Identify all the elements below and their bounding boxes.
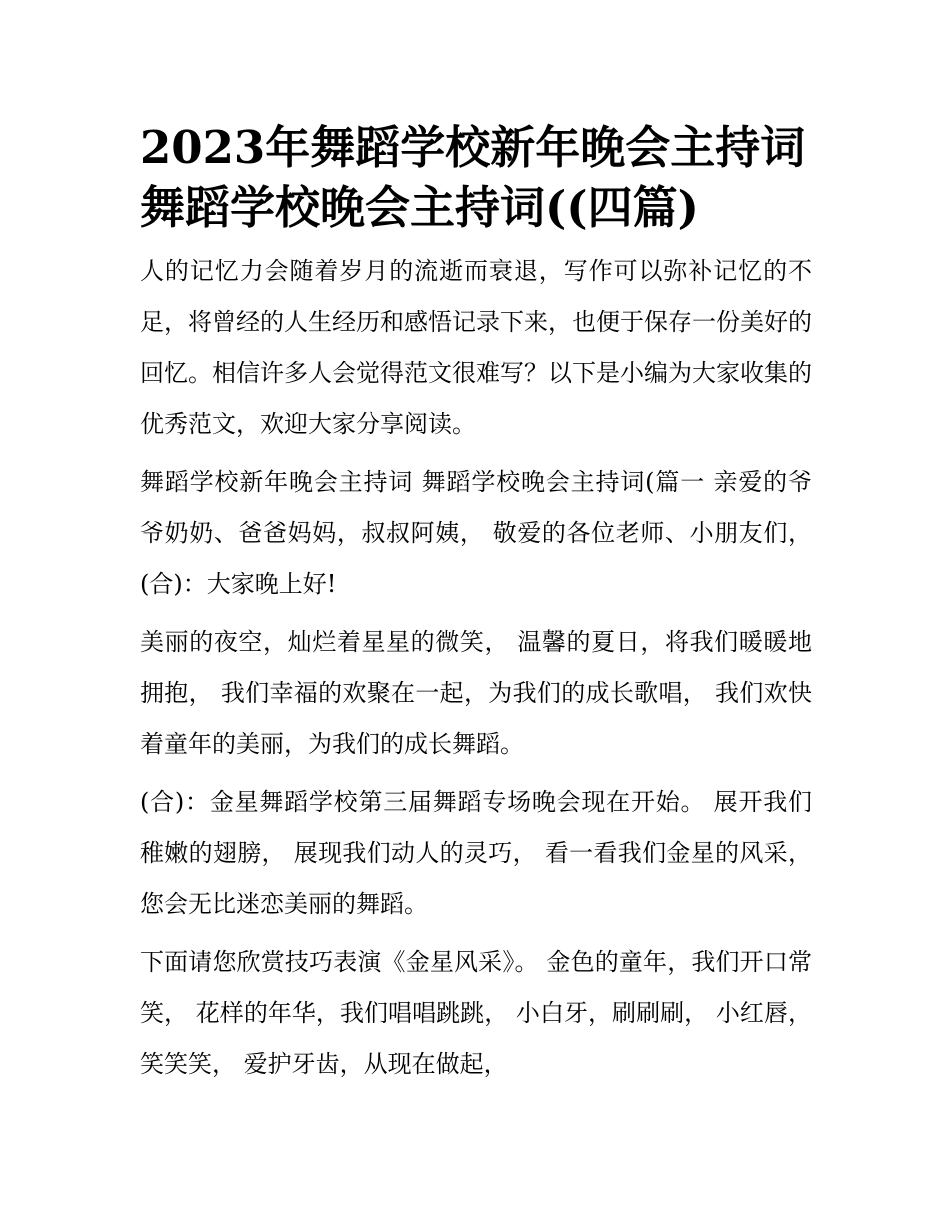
paragraph-night-sky: 美丽的夜空，灿烂着星星的微笑， 温馨的夏日，将我们暖暖地拥抱， 我们幸福的欢聚在一起，为我们的成长歌唱， 我们欢快着童年的美丽，为我们的成长舞蹈。: [140, 628, 812, 758]
document-title: 2023年舞蹈学校新年晚会主持词 舞蹈学校晚会主持词((四篇): [140, 121, 806, 234]
paragraph-greeting: 舞蹈学校新年晚会主持词 舞蹈学校晚会主持词(篇一 亲爱的爷爷奶奶、爸爸妈妈，叔叔阿姨， 敬爱的各位老师、小朋友们， (合)：大家晚上好!: [140, 468, 812, 598]
document-body: [140, 118, 812, 1097]
paragraph-intro: 人的记忆力会随着岁月的流逝而衰退，写作可以弥补记忆的不足，将曾经的人生经历和感悟记录下来，也便于保存一份美好的回忆。相信许多人会觉得范文很难写？以下是小编为大家收集的优秀范文，欢迎大家分享阅读。: [140, 257, 812, 438]
paragraph-performance: 下面请您欣赏技巧表演《金星风采》。 金色的童年，我们开口常笑， 花样的年华，我们唱唱跳跳， 小白牙，刷刷刷， 小红唇，笑笑笑， 爱护牙齿，从现在做起，: [140, 948, 812, 1078]
paragraph-opening: (合)：金星舞蹈学校第三届舞蹈专场晚会现在开始。 展开我们稚嫩的翅膀， 展现我们动人的灵巧， 看一看我们金星的风采， 您会无比迷恋美丽的舞蹈。: [140, 788, 812, 918]
